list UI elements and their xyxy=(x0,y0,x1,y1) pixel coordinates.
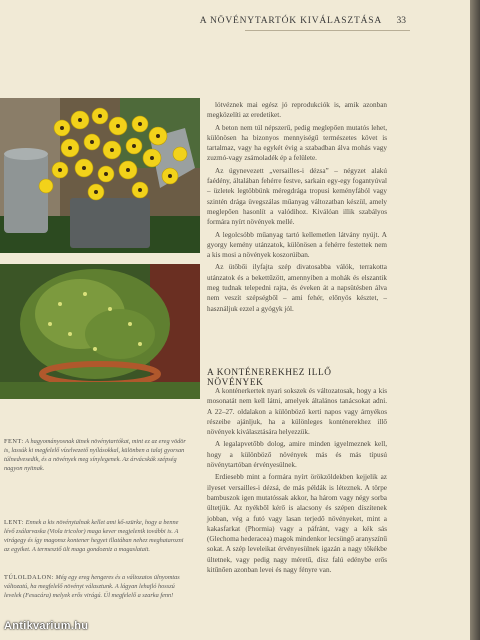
book-spine-shadow xyxy=(470,0,480,640)
caption-bottom xyxy=(4,518,190,554)
section-heading: A KONTÉNEREKHEZ ILLŐ NÖVÉNYEK xyxy=(207,368,332,388)
planter-shrub-photo xyxy=(0,264,200,399)
shrub-illustration xyxy=(0,264,200,399)
body-text-bottom xyxy=(207,386,387,575)
body-paragraph: Erdiesebb mint a formára nyírt örökzöldekben kejjelik az ilyeset versailles-i dézsá, de más példák is léteznek. A törpe bambuszok igen mutatóssak akkor, ha három vagy négy sorba ültetjük. Az nyékből kérő is alacsony és szépen díszítenek jobban, vég a futó vagy lasan terjedő növényeket, mint a kakasfarkat (Phormia) vagy a páfránt, vagy a kék sás (Glechoma hederacea) magok mindenkor lecsüngő aranyszínű sokat. A szép leveleikat érvényesülnek igazán a nagy tőkékbe ültetnek, vagy pedig nagy méretű, dísz falú edénybe erős kitűnően azonban levei és nagy fényre van. xyxy=(207,473,387,575)
caption-lead: LENT: xyxy=(4,519,25,526)
body-paragraph: Az ütőbői ilyfajta szép divatosabba válók, terrakotta utánzatok és a bekettűzött, amennyiben a mohák és elszantik meg tudnak telepedni rajta, és éveken át a napsütésben álva nem veszít szépségből – ami fehér, előnyös késztet, – használjuk ezzel a gyógyk jól. xyxy=(207,263,387,313)
watermark: Antikvarium.hu xyxy=(4,620,89,632)
page-number: 33 xyxy=(396,16,406,26)
caption-overleaf xyxy=(4,573,190,600)
header-rule xyxy=(245,30,410,31)
body-paragraph: lótvéznek mai egész jó reprodukciók is, amik azonban megközelíti az eredetiket. xyxy=(207,101,387,120)
body-paragraph: A beton nem túl népszerű, pedig meglepően mutatós lehet, különösen ha bizonyos mennyiségű természetes követ is tartalmaz, vagy ha egykét évig a szabadban álva mohás vagy zuzmó-vagy zsámoladék ép a felülete. xyxy=(207,123,387,163)
body-paragraph: A legalapvetőbb dolog, amire minden igyelmeznek kell, hogy a különböző növények más és más típusú növénytartóban érvényesülnek. xyxy=(207,440,387,470)
pansies-photo xyxy=(0,98,200,253)
body-paragraph: A legolcsóbb műanyag tartó kellemetlen látvány nyújt. A gyorgy kemény utánzatok, különösen a fehérre festettek nem a kis mosi a növények koszorúiban. xyxy=(207,230,387,260)
caption-top xyxy=(4,437,190,473)
caption-lead: FENT: xyxy=(4,438,24,445)
body-paragraph: Az úgynevezett „versailles-i dézsa” – négyzet alakú faédény, általában fehérre festve, sarkain egy-egy fogantyúval – üzletek legtöbbünk méregdrága tropusi keményfából vagy szintén drága üvegszálas műanyag változatban készül, amely meglepően hasonlít a valódihoz. Kiválóan illik szabályos formára nyírt növények mellé. xyxy=(207,166,387,227)
caption-text: Ennek a kis növénytalnak kellet ami kő-szürke, hogy a benne lévő zsálarvaska (Viola tricolor) maga kever megjelenik további is. A virágegy és így magonsz kontener hegyet illatában nehez meghatarozni az egyiket. A termesztő ült maga gondozniz a magaslatait. xyxy=(4,519,184,553)
caption-text: Még egy ereg hengeres és a változatos ülnyomtas változatú, ha megfelelő növényt választunk. A lágyan lehajló hosszú levelek (Fesucára) melyek erős virágú. Ül megfelelő a szarka fenn! xyxy=(4,574,180,599)
pansies-illustration xyxy=(0,98,200,253)
running-header: A NÖVÉNYTARTÓK KIVÁLASZTÁSA xyxy=(199,16,382,26)
body-text-top xyxy=(207,100,387,314)
caption-text: A hagyományosnak ütnek növénytartókat, mint ez az ereg vödör is, lassúk ki megfelelő vízelvezető nyílásokkal, különben a talaj gyorsan túlnedvesedik, és a növények meg sínylegenek. Az árvácskák szépség nagyon nyitnak. xyxy=(4,438,186,472)
body-paragraph: A konténerkertek nyari sokszek és változatosak, hogy a kis mosonatát nem kell látni, amelyek általános tanácsokat adni. A 22–27. oldalakon a különböző kerti napos vagy árnyékos részeibe ajánljuk, ha a különleges konténerekhez illő növények kiválasztására helyezzük. xyxy=(207,387,387,437)
caption-lead: TÚLOLDALON: xyxy=(4,574,54,581)
